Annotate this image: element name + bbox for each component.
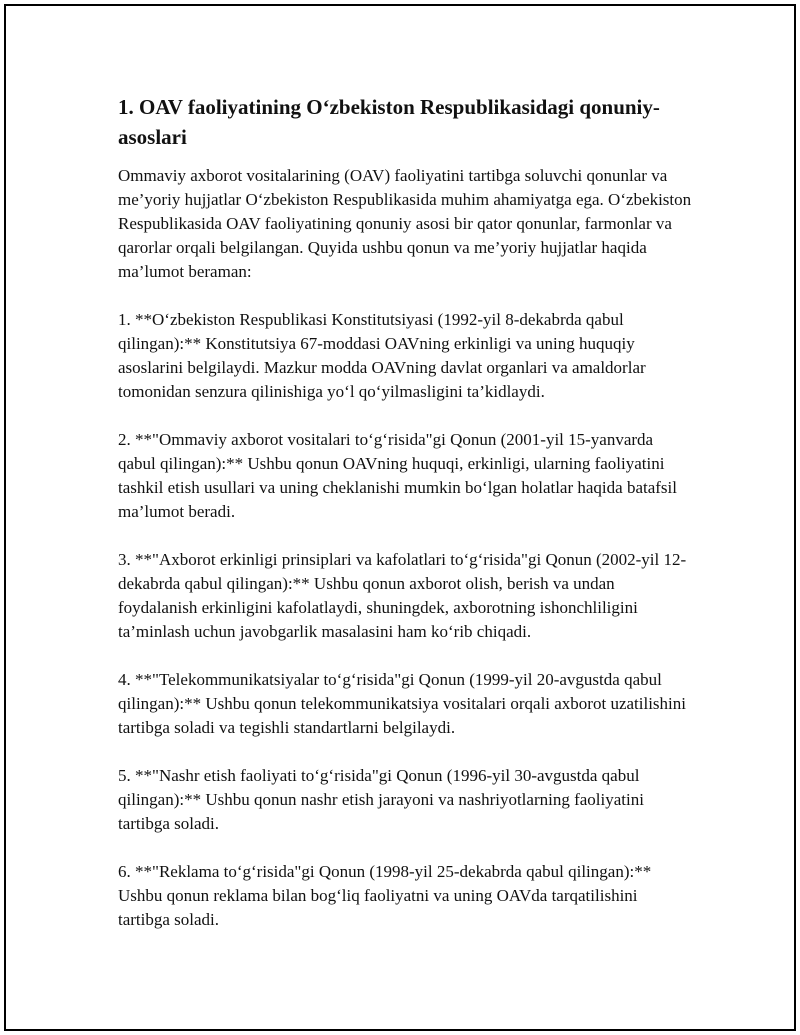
list-item: 2. **"Ommaviy axborot vositalari to‘g‘risida"gi Qonun (2001-yil 15-yanvarda qabul qilingan):** Ushbu qonun OAVning huquqi, erkinligi, ularning faoliyatini tashkil etish usullari va uning cheklanishi mumkin bo‘lgan holatlar haqida batafsil ma’lumot beradi. bbox=[118, 430, 677, 521]
list-item: 1. **O‘zbekiston Respublikasi Konstitutsiyasi (1992-yil 8-dekabrda qabul qilingan):** Konstitutsiya 67-moddasi OAVning erkinligi va uning huquqiy asoslarini belgilaydi. Mazkur modda OAVning davlat organlari va amaldorlar tomonidan senzura qilinishiga yo‘l qo‘yilmasligini ta’kidlaydi. bbox=[118, 310, 646, 401]
list-item: 3. **"Axborot erkinligi prinsiplari va kafolatlari to‘g‘risida"gi Qonun (2002-yil 12-dekabrda qabul qilingan):** Ushbu qonun axborot olish, berish va undan foydalanish erkinligini kafolatlaydi, shuningdek, axborotning ishonchliligini ta’minlash uchun javobgarlik masalasini ham ko‘rib chiqadi. bbox=[118, 550, 687, 641]
document-title: 1. OAV faoliyatining O‘zbekiston Respublikasidagi qonuniy-asoslari bbox=[118, 95, 660, 149]
list-item: 5. **"Nashr etish faoliyati to‘g‘risida"gi Qonun (1996-yil 30-avgustda qabul qilingan):** Ushbu qonun nashr etish jarayoni va nashriyotlarning faoliyatini tartibga soladi. bbox=[118, 766, 644, 833]
document-body bbox=[118, 92, 693, 956]
list-item: 6. **"Reklama to‘g‘risida"gi Qonun (1998-yil 25-dekabrda qabul qilingan):** Ushbu qonun reklama bilan bog‘liq faoliyatni va uning OAVda tarqatilishini tartibga soladi. bbox=[118, 862, 652, 929]
list-item: 4. **"Telekommunikatsiyalar to‘g‘risida"gi Qonun (1999-yil 20-avgustda qabul qilingan):** Ushbu qonun telekommunikatsiya vositalari orqali axborot uzatilishini tartibga soladi va tegishli standartlarni belgilaydi. bbox=[118, 670, 686, 737]
intro-paragraph: Ommaviy axborot vositalarining (OAV) faoliyatini tartibga soluvchi qonunlar va me’yoriy hujjatlar O‘zbekiston Respublikasida muhim ahamiyatga ega. O‘zbekiston Respublikasida OAV faoliyatining qonuniy asosi bir qator qonunlar, farmonlar va qarorlar orqali belgilangan. Quyida ushbu qonun va me’yoriy hujjatlar haqida ma’lumot beraman: bbox=[118, 166, 692, 281]
